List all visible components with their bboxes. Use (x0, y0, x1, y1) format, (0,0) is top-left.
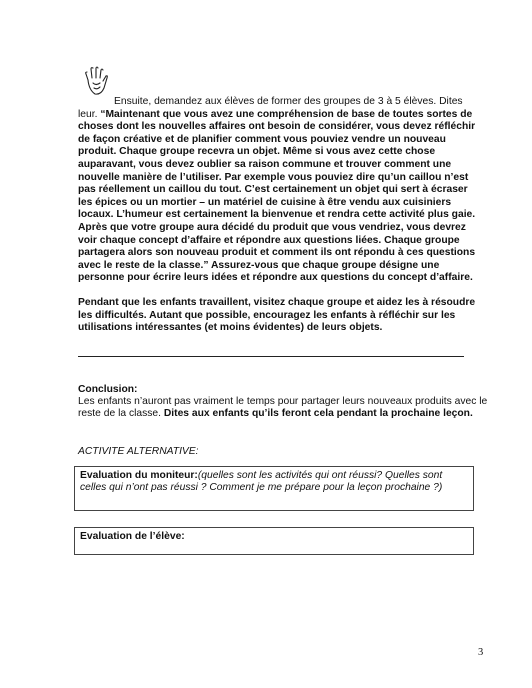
intro-quote: “Maintenant que vous avez une compréhension de base de toutes sortes de choses dont les nouvelles affaires ont besoin de considérer, vous devez réfléchir de façon créative et de planifier comment vous pouviez vendre un nouveau produit. Chaque groupe recevra un objet. Même si vous avez cette chose auparavant, vous devez oublier sa raison commune et trouver comment une nouvelle manière de l’utiliser. Par exemple vous pouviez dire qu’un caillou n’est pas réellement un caillou du tout. C’est certainement un objet qui sert à écraser les épices ou un mortier – un matériel de cuisine à être vendu aux cuisiniers locaux. L’humeur est certainement la bienvenue et rendra cette activité plus gaie. Après que votre groupe aura décidé du produit que vous vendriez, vous devrez voir chaque concept d’affaire et répondre aux questions liées. Chaque groupe partagera alors son nouveau produit et comment ils ont répondu à ces questions avec le reste de la classe.” Assurez-vous que chaque groupe désigne une personne pour écrire leurs idées et répondre aux questions du concept d’affaire. (78, 108, 476, 284)
monitor-evaluation-label: Evaluation du moniteur: (80, 470, 198, 481)
hand-icon (83, 66, 109, 96)
visit-paragraph (78, 297, 478, 335)
conclusion-bold-text: Dites aux enfants qu’ils feront cela pendant la prochaine leçon. (163, 408, 473, 420)
conclusion-section (78, 384, 488, 421)
conclusion-heading: Conclusion: (78, 384, 138, 395)
alternative-activity-label: ACTIVITE ALTERNATIVE: (78, 446, 199, 457)
visit-text: Pendant que les enfants travaillent, visitez chaque groupe et aidez les à résoudre les difficultés. Autant que possible, encouragez les enfants à réfléchir sur les utilisations intéressantes (et moins évidentes) de leurs objets. (78, 297, 476, 334)
page-number: 3 (478, 647, 484, 658)
student-evaluation-label: Evaluation de l’élève: (80, 531, 185, 542)
conclusion-text: Les enfants n’auront pas vraiment le temps pour partager leurs nouveaux produits avec le reste de la classe. (78, 396, 488, 420)
instructions-paragraph (78, 96, 478, 285)
divider-line (78, 356, 464, 357)
monitor-evaluation-box[interactable] (74, 466, 474, 511)
intro-lead: Ensuite, demandez aux élèves de former des groupes de 3 à 5 élèves. Dites leur. (78, 96, 463, 120)
student-evaluation-box[interactable] (74, 527, 474, 555)
monitor-evaluation-question: (quelles sont les activités qui ont réussi? Quelles sont celles qui n’ont pas réussi ? Comment je me prépare pour la leçon prochaine ?) (80, 470, 443, 494)
